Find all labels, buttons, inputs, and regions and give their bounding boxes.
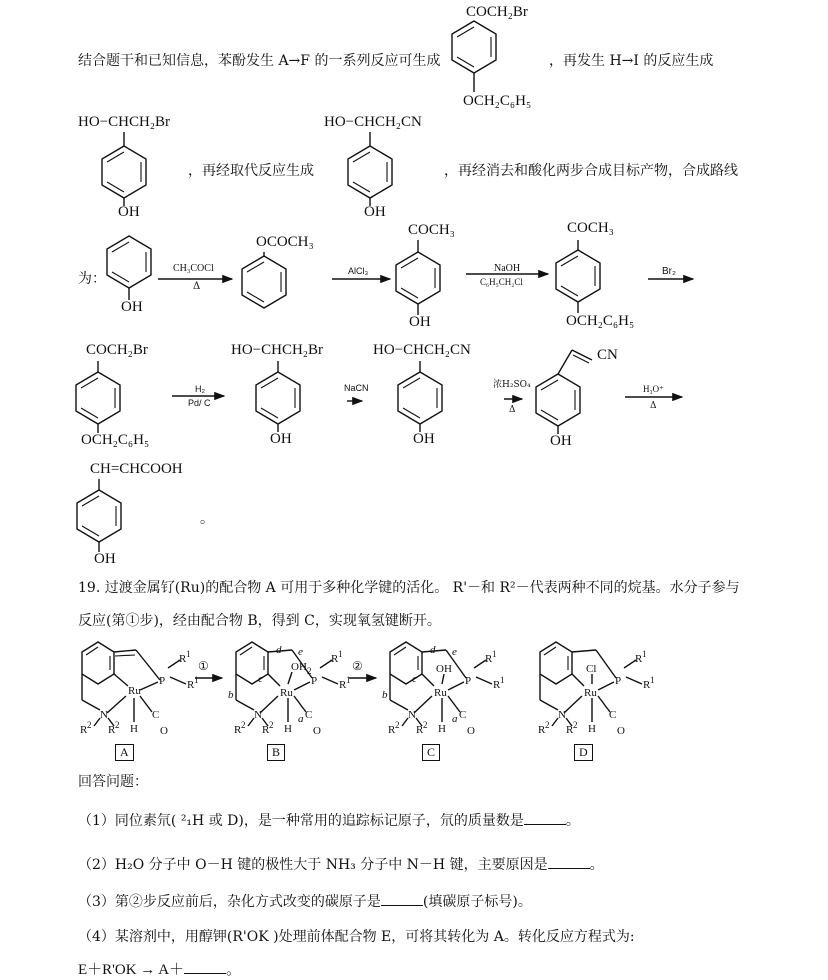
question-2-text: （2）H₂O 分子中 O－H 键的极性大于 NH₃ 分子中 N－H 键，主要原因是 [78, 857, 548, 873]
svg-text:1: 1 [650, 675, 655, 685]
svg-text:d: d [276, 644, 282, 656]
h-benzene-ring [102, 132, 146, 206]
svg-text:Ru: Ru [128, 685, 141, 697]
svg-text:P: P [159, 675, 166, 687]
question-4: （4）某溶剂中，用醇钾(R'OK )处理前体配合物 E，可将其转化为 A。转化反应方程式为: [78, 929, 635, 945]
svg-text:a: a [452, 713, 458, 725]
svg-text:2: 2 [307, 666, 312, 676]
question-4-eq-text: E＋R'OK → A＋ [78, 962, 185, 978]
svg-text:2: 2 [269, 720, 274, 730]
svg-text:R: R [416, 724, 424, 736]
svg-text:1: 1 [500, 675, 505, 685]
svg-text:1: 1 [194, 675, 199, 685]
svg-text:1: 1 [338, 649, 343, 659]
f-top-label: COCH₂Br [466, 4, 528, 20]
benzyl-bottom-label: OCH₂C₆H₅ [566, 313, 635, 329]
i-top-label: HO−CHCH₂CN [324, 114, 422, 130]
phenol-oh: OH [121, 299, 143, 315]
reagent-7-bottom: Δ [509, 405, 516, 415]
svg-text:OH: OH [291, 661, 307, 673]
q19-line1: 19. 过渡金属钌(Ru)的配合物 A 可用于多种化学键的活化。 R'－和 R²－代表两种不同的烷基。水分子参与 [78, 580, 740, 596]
svg-text:e: e [452, 646, 457, 658]
complex-label-a: A [115, 744, 134, 761]
i-bottom-label: OH [364, 204, 386, 220]
complex-b [228, 642, 351, 737]
reagent-1-top: CH₃COCl [173, 263, 214, 274]
svg-text:Ru: Ru [280, 687, 293, 699]
svg-text:2: 2 [395, 720, 400, 730]
intro-text-3: ，再经取代反应生成 [188, 163, 314, 179]
question-3-text: （3）第②步反应前后，杂化方式改变的碳原子是 [78, 894, 381, 910]
svg-text:P: P [311, 675, 318, 687]
acetophenone-bottom-label: OH [409, 314, 431, 330]
alc-bottom-label: OH [270, 431, 292, 447]
svg-text:R: R [331, 653, 339, 665]
step-1-marker: ① [198, 659, 209, 673]
svg-text:R: R [485, 653, 493, 665]
question-3-end: (填碳原子标号)。 [422, 894, 532, 910]
svg-text:C: C [305, 709, 313, 721]
svg-text:R: R [566, 724, 574, 736]
svg-text:c: c [258, 673, 263, 685]
svg-text:2: 2 [241, 720, 246, 730]
f-bottom-label: OCH₂C₆H₅ [463, 93, 532, 109]
complex-d [538, 642, 655, 737]
bromo-top-label: COCH₂Br [86, 342, 148, 358]
reagent-3-bottom: C₆H₅CH₂Cl [480, 277, 523, 287]
nitrile-bottom-label: OH [413, 431, 435, 447]
i-benzene-ring [348, 132, 392, 206]
step-2-marker: ② [352, 659, 363, 673]
question-2-end: 。 [589, 857, 604, 873]
bromo-ring [76, 361, 120, 433]
reagent-3-top: NaOH [494, 263, 521, 274]
svg-text:H: H [588, 723, 596, 735]
acetophenone-ring [396, 240, 440, 315]
acid-bottom-label: OH [94, 551, 116, 567]
svg-text:2: 2 [545, 720, 550, 730]
complex-label-b: B [267, 744, 285, 761]
phenol-ring [107, 236, 151, 300]
svg-text:Ru: Ru [584, 687, 597, 699]
intro-text-2: ，再发生 H→I 的反应生成 [549, 53, 714, 69]
svg-text:b: b [382, 689, 388, 701]
acetophenone-top-label: COCH₃ [408, 222, 455, 238]
svg-text:b: b [228, 689, 234, 701]
svg-text:O: O [313, 725, 321, 737]
alcohol-ring [256, 361, 300, 432]
svg-text:P: P [615, 675, 622, 687]
svg-text:O: O [467, 725, 475, 737]
reagent-7-top: 浓H₂SO₄ [493, 380, 531, 390]
svg-text:1: 1 [186, 649, 191, 659]
svg-text:R: R [635, 653, 643, 665]
svg-text:2: 2 [87, 720, 92, 730]
ester-top-label: OCOCH₃ [256, 234, 314, 250]
svg-text:C: C [459, 709, 467, 721]
svg-text:2: 2 [115, 720, 120, 730]
svg-text:R: R [179, 653, 187, 665]
question-4-end: 。 [226, 962, 242, 978]
svg-text:Cl: Cl [586, 663, 597, 675]
svg-text:R: R [538, 724, 546, 736]
svg-text:c: c [412, 673, 417, 685]
svg-text:R: R [187, 679, 195, 691]
reagent-5-top: H₂ [195, 384, 205, 394]
svg-text:a: a [298, 713, 304, 725]
ester-ring [242, 252, 286, 308]
question-1-end: 。 [565, 813, 580, 829]
complex-c [382, 642, 505, 737]
svg-text:Ru: Ru [434, 687, 447, 699]
reagent-8-top: H₃O⁺ [643, 384, 664, 394]
svg-text:e: e [298, 646, 303, 658]
intro-text-4: ，再经消去和酸化两步合成目标产物，合成路线 [444, 163, 738, 179]
svg-text:R: R [493, 679, 501, 691]
bromo-bottom-label: OCH₂C₆H₅ [81, 432, 150, 448]
svg-text:N: N [558, 709, 566, 721]
svg-text:R: R [80, 724, 88, 736]
svg-text:2: 2 [423, 720, 428, 730]
svg-text:1: 1 [346, 675, 351, 685]
h-bottom-label: OH [118, 204, 140, 220]
nitrile-ring [398, 361, 442, 432]
svg-text:R: R [643, 679, 651, 691]
q19-line2: 反应(第①步)，经由配合物 B，得到 C，实现氧氢键断开。 [78, 613, 441, 629]
svg-text:N: N [254, 709, 262, 721]
svg-text:R: R [388, 724, 396, 736]
svg-text:2: 2 [573, 720, 578, 730]
svg-text:P: P [465, 675, 472, 687]
end-mark: 。 [200, 511, 214, 527]
svg-text:1: 1 [492, 649, 497, 659]
alc-top-label: HO−CHCH₂Br [231, 342, 324, 358]
svg-text:H: H [130, 723, 138, 735]
reagent-1-bottom: Δ [193, 281, 201, 292]
svg-text:N: N [408, 709, 416, 721]
answer-heading: 回答问题： [78, 774, 148, 790]
alkene-bottom-label: OH [550, 433, 572, 449]
svg-text:C: C [152, 709, 160, 721]
svg-text:1: 1 [642, 649, 647, 659]
reagent-6-top: NaCN [344, 383, 369, 393]
complex-label-c: C [422, 744, 440, 761]
svg-text:d: d [430, 644, 436, 656]
f-benzene-ring [452, 21, 496, 92]
acid-top-label: CH=CHCOOH [90, 461, 183, 477]
reagent-8-bottom: Δ [650, 401, 657, 411]
svg-text:R: R [234, 724, 242, 736]
svg-text:R: R [262, 724, 270, 736]
svg-text:R: R [339, 679, 347, 691]
svg-text:OH: OH [436, 663, 452, 675]
reagent-4-top: Br₂ [662, 266, 676, 277]
svg-text:O: O [160, 725, 168, 737]
h-top-label: HO−CHCH₂Br [78, 114, 171, 130]
acid-ring [77, 479, 121, 552]
question-1-text: （1）同位素氘( ²₁H 或 D)，是一种常用的追踪标记原子，氘的质量数是 [78, 813, 524, 829]
reagent-5-bottom: Pd/ C [188, 398, 211, 408]
svg-text:H: H [284, 723, 292, 735]
intro-text-5: 为： [78, 271, 106, 287]
benzyl-top-label: COCH₃ [567, 220, 614, 236]
reagent-2-top: AlCl₃ [348, 266, 369, 276]
complex-label-d: D [574, 744, 593, 761]
svg-text:C: C [609, 709, 617, 721]
svg-text:H: H [438, 723, 446, 735]
intro-text-1: 结合题干和已知信息，苯酚发生 A→F 的一系列反应可生成 [78, 53, 441, 69]
alkene-ring [536, 350, 592, 434]
benzyl-ring [556, 240, 600, 313]
svg-text:R: R [108, 724, 116, 736]
complex-a [80, 642, 199, 737]
svg-text:O: O [617, 725, 625, 737]
alkene-cn-label: CN [597, 347, 618, 363]
svg-text:N: N [100, 709, 108, 721]
nitrile-top-label: HO−CHCH₂CN [373, 342, 471, 358]
